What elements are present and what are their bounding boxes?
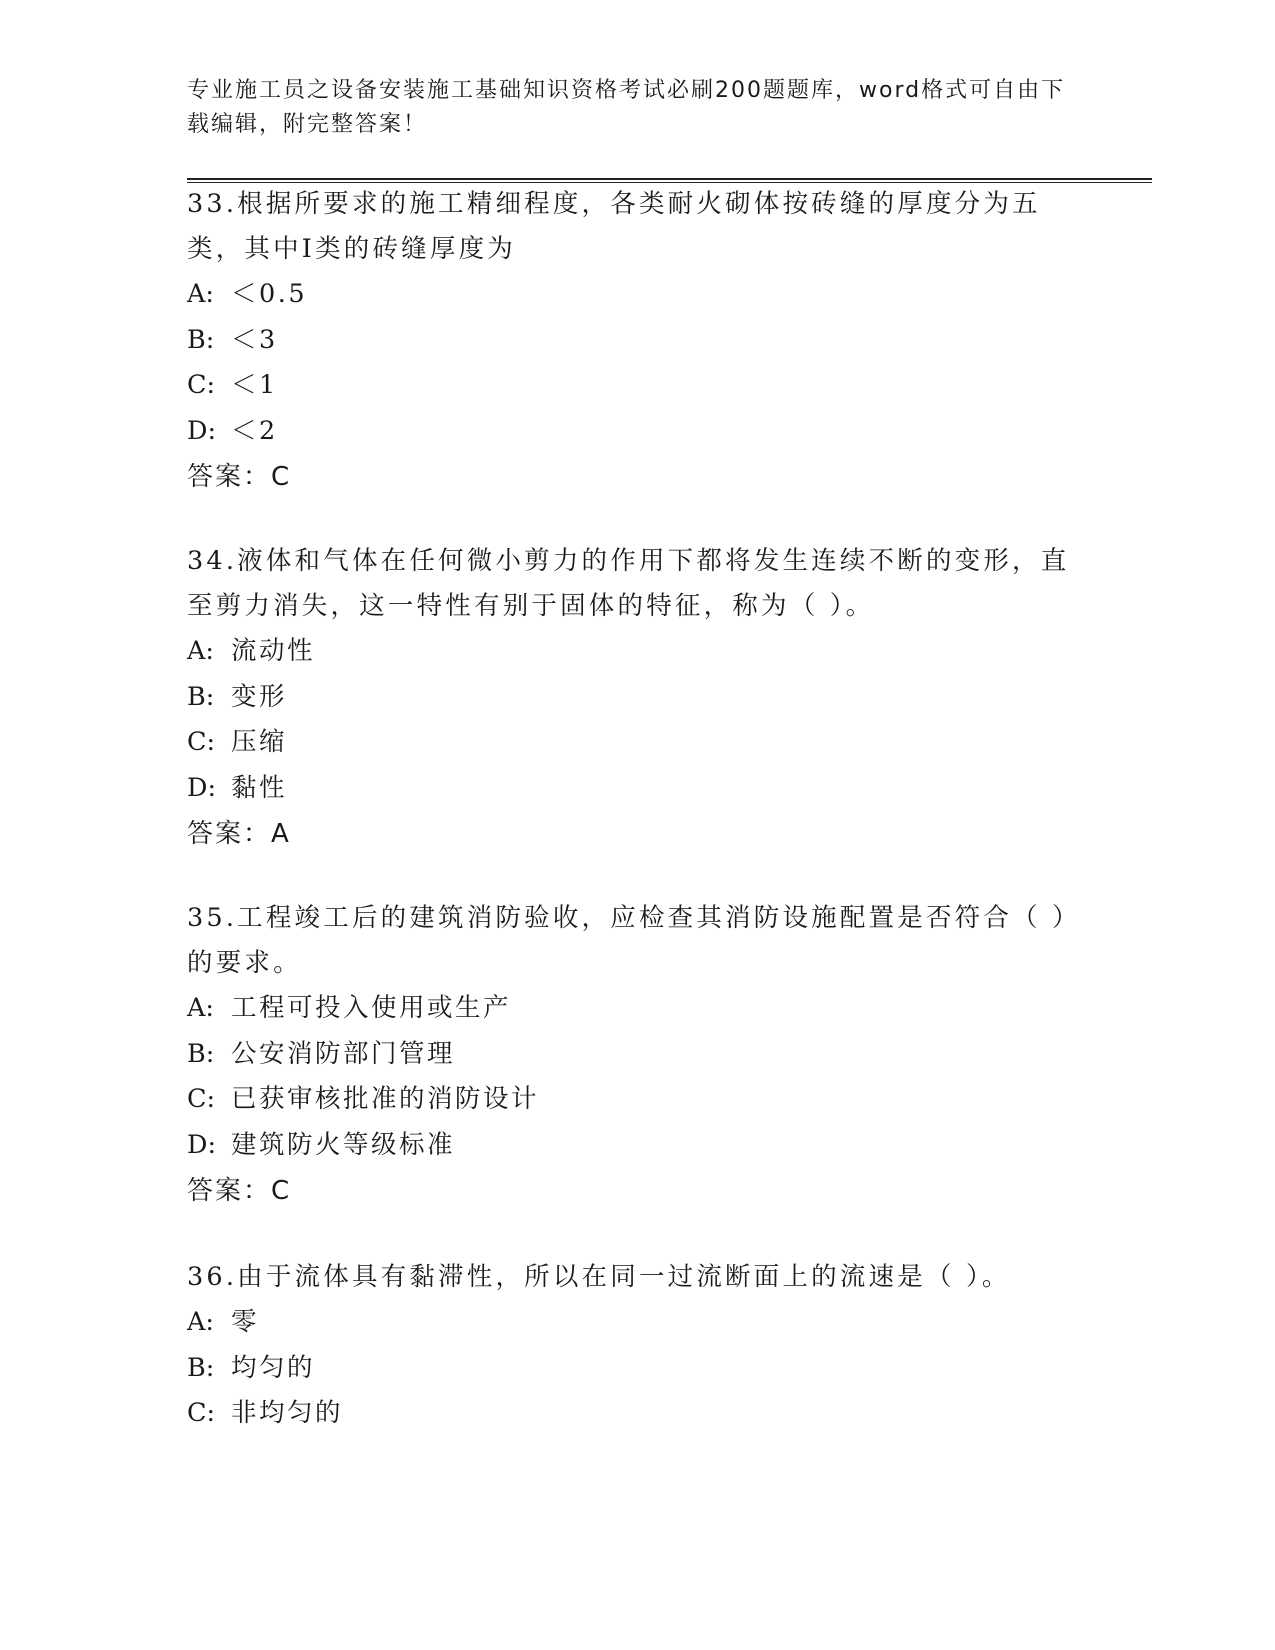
document-header: 专业施工员之设备安装施工基础知识资格考试必刷200题题库，word格式可自由下载编辑，附完整答案！ — [187, 78, 1066, 137]
question-stem: 35.工程竣工后的建筑消防验收，应检查其消防设施配置是否符合（ ）的要求。 — [187, 903, 1081, 978]
question-stem: 34.液体和气体在任何微小剪力的作用下都将发生连续不断的变形，直至剪力消失，这一特性有别于固体的特征，称为（ ）。 — [187, 546, 1070, 621]
option-text: 压缩 — [231, 727, 288, 757]
option-c — [187, 720, 1087, 766]
option-b — [187, 1346, 1087, 1392]
option-a — [187, 986, 1087, 1032]
option-c — [187, 363, 1087, 409]
option-text: 建筑防火等级标准 — [231, 1129, 456, 1160]
option-d — [187, 1123, 1087, 1169]
option-key: A: — [187, 1307, 215, 1337]
option-key: B: — [187, 324, 215, 355]
option-text: 零 — [231, 1307, 260, 1337]
question-33 — [187, 182, 1087, 500]
option-key: C: — [187, 727, 216, 757]
option-b — [187, 1032, 1087, 1078]
option-a — [187, 1300, 1087, 1346]
option-text: 流动性 — [231, 636, 316, 666]
option-text: 已获审核批准的消防设计 — [231, 1084, 540, 1114]
option-key: A: — [187, 636, 215, 666]
option-key: C: — [187, 1398, 216, 1428]
option-text: 公安消防部门管理 — [231, 1038, 456, 1069]
option-b — [187, 318, 1087, 364]
option-text: ＜2 — [231, 415, 278, 446]
option-text: 变形 — [231, 681, 288, 712]
option-c — [187, 1077, 1087, 1123]
option-text: 非均匀的 — [231, 1398, 344, 1428]
question-stem: 36.由于流体具有黏滞性，所以在同一过流断面上的流速是（ ）。 — [187, 1262, 1011, 1292]
option-a — [187, 272, 1087, 318]
option-key: C: — [187, 1084, 216, 1114]
option-key: D: — [187, 1129, 217, 1160]
option-text: 工程可投入使用或生产 — [231, 993, 512, 1023]
option-key: B: — [187, 1352, 215, 1383]
option-text: 黏性 — [231, 772, 288, 803]
question-35 — [187, 896, 1087, 1214]
option-a — [187, 629, 1087, 675]
question-34 — [187, 539, 1087, 857]
answer: 答案：C — [187, 462, 292, 492]
option-key: A: — [187, 993, 215, 1023]
option-c — [187, 1391, 1087, 1437]
option-key: A: — [187, 279, 215, 309]
question-stem: 33.根据所要求的施工精细程度，各类耐火砌体按砖缝的厚度分为五类，其中Ⅰ类的砖缝厚度为 — [187, 189, 1041, 264]
option-key: B: — [187, 1038, 215, 1069]
option-key: B: — [187, 681, 215, 712]
option-text: 均匀的 — [231, 1352, 316, 1383]
answer: 答案：A — [187, 819, 291, 849]
option-text: ＜1 — [231, 370, 278, 400]
option-b — [187, 675, 1087, 721]
option-text: ＜0.5 — [231, 279, 308, 309]
option-text: ＜3 — [231, 324, 278, 355]
answer: 答案：C — [187, 1176, 292, 1206]
option-key: D: — [187, 772, 217, 803]
question-36 — [187, 1255, 1087, 1437]
option-d — [187, 409, 1087, 455]
option-key: D: — [187, 415, 217, 446]
option-d — [187, 766, 1087, 812]
option-key: C: — [187, 370, 216, 400]
